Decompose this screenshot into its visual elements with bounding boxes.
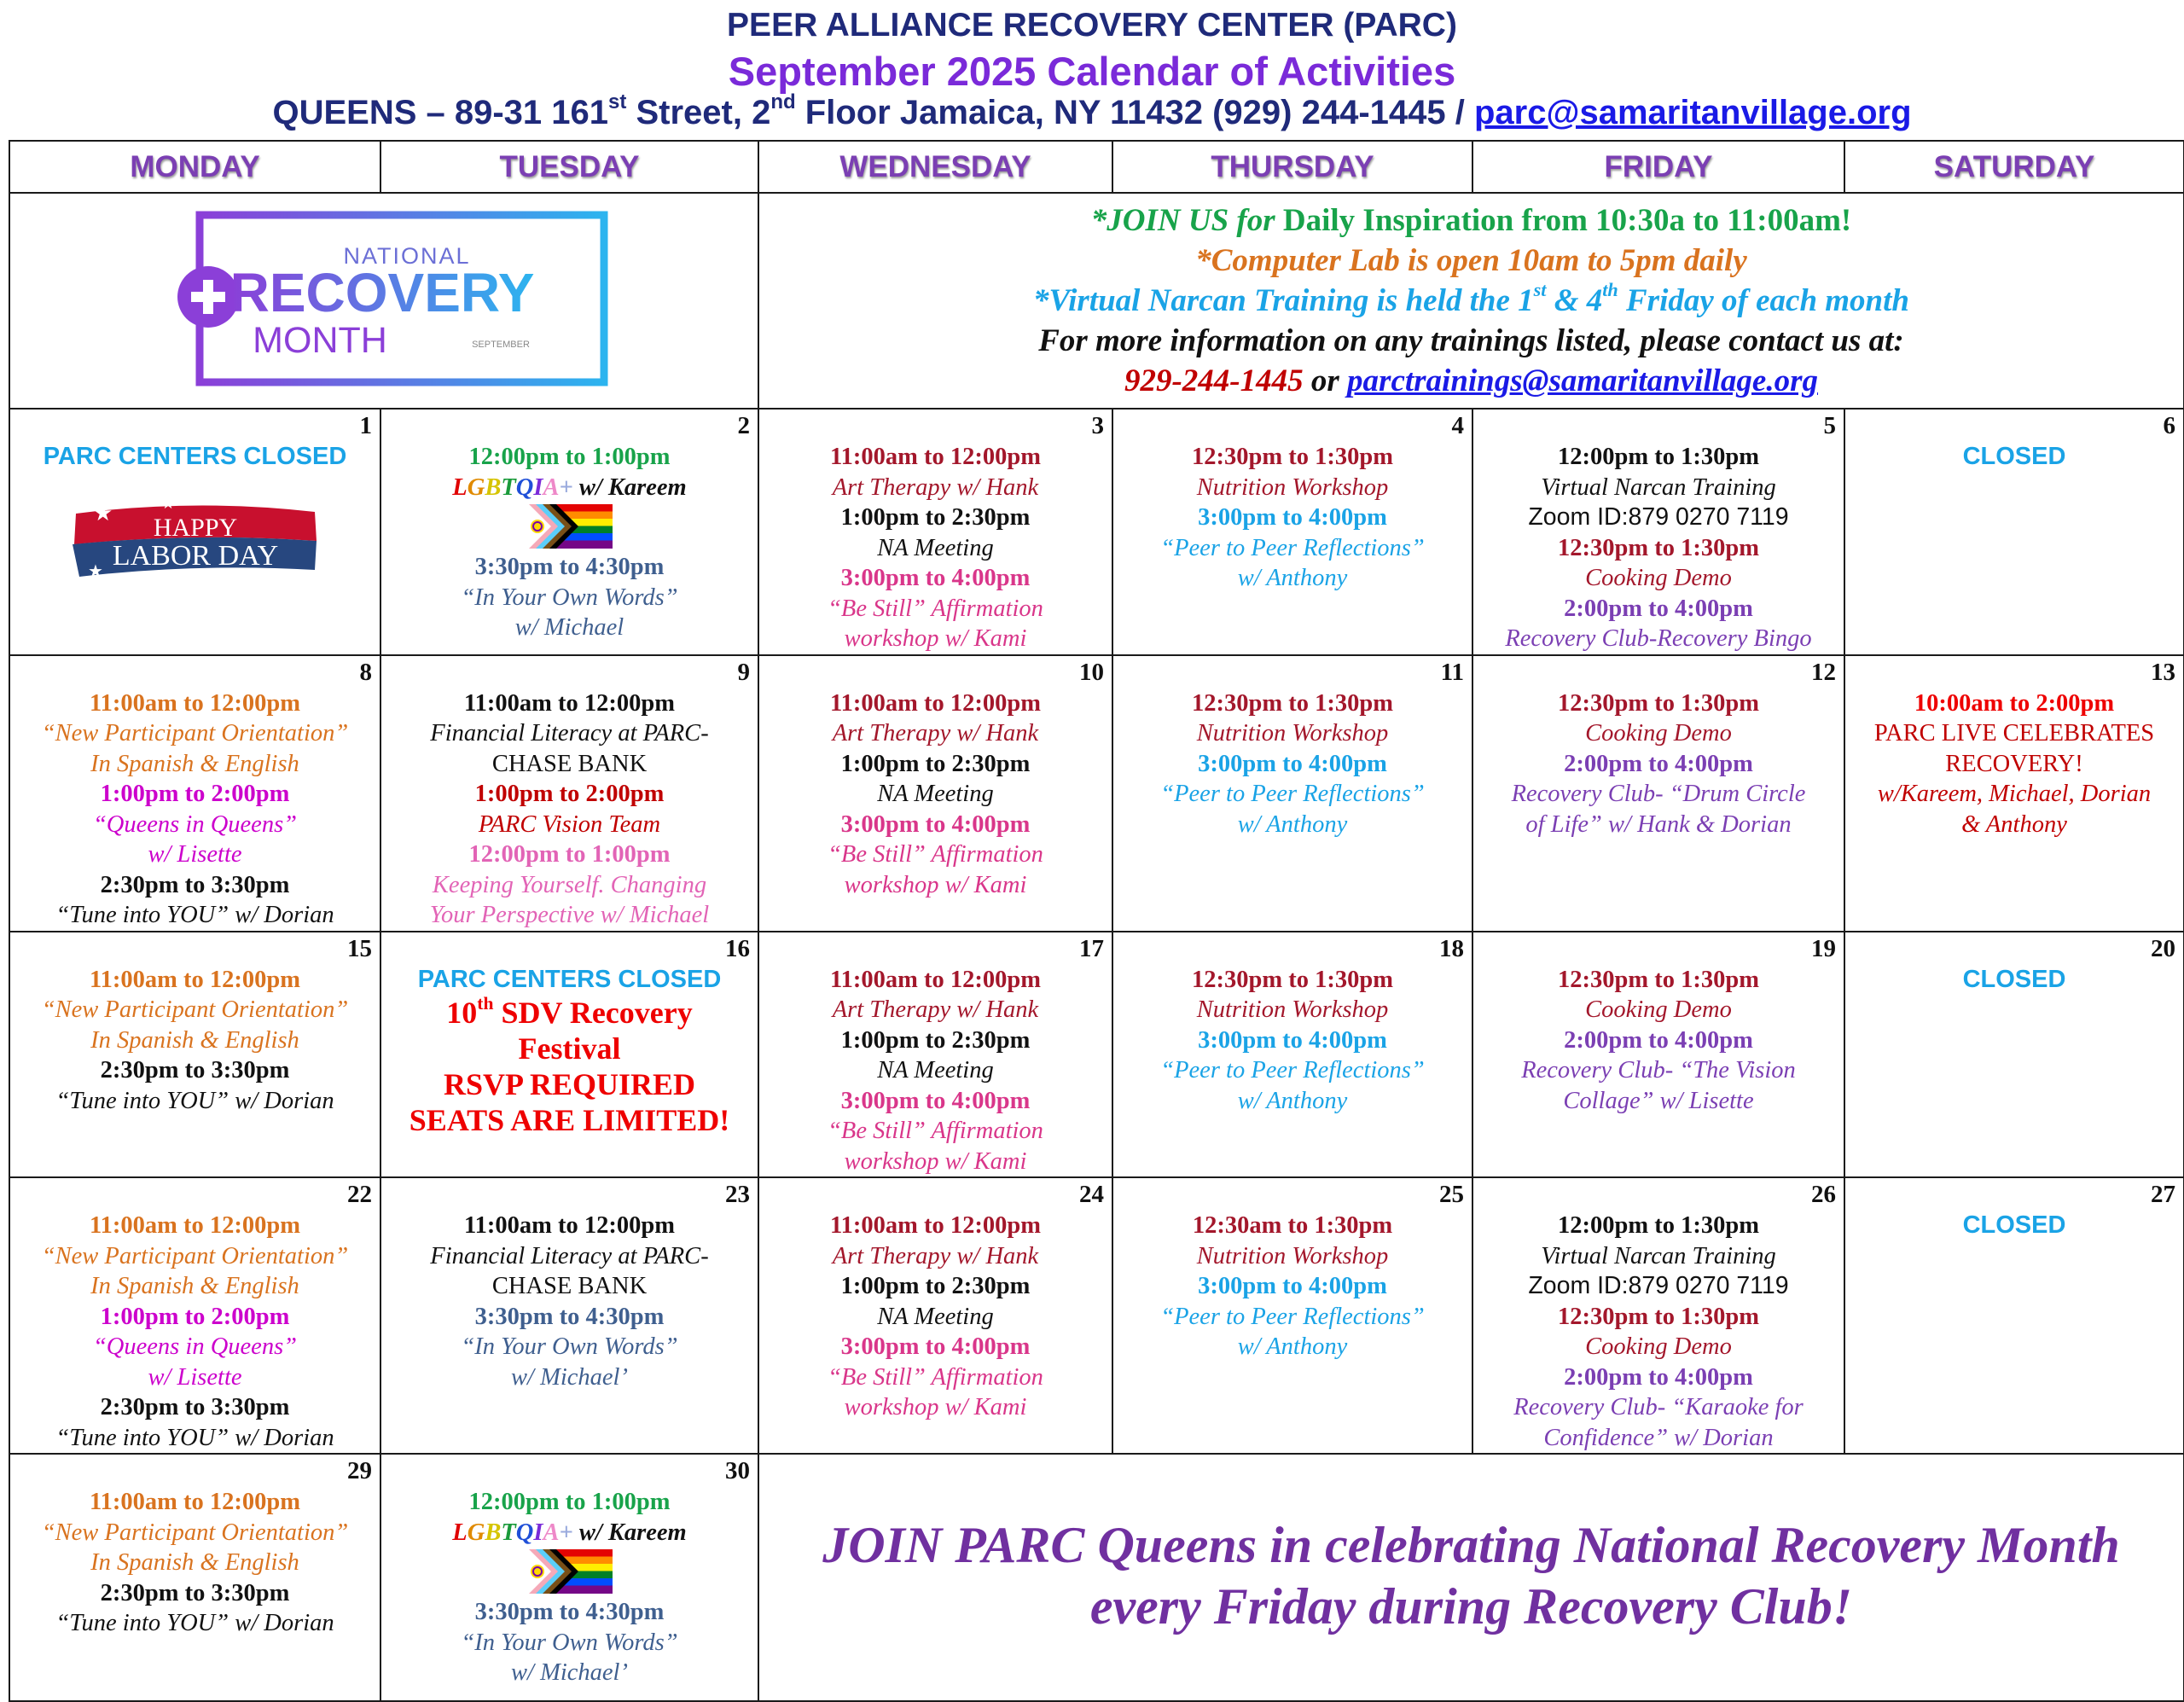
event-title: NA Meeting	[877, 1057, 994, 1083]
event-title: Recovery Club- “The Vision	[1521, 1057, 1796, 1083]
event-title: “Peer to Peer Reflections”	[1160, 781, 1425, 807]
event-time: 2:30pm to 3:30pm	[100, 1057, 290, 1083]
day-number: 19	[1811, 934, 1836, 962]
event-time: 2:00pm to 4:00pm	[1564, 1026, 1753, 1054]
recovery-club-message: JOIN PARC Queens in celebrating National Recovery Month every Friday during Recovery Club!	[822, 1517, 2120, 1635]
day-cell	[1472, 409, 1844, 655]
event-time: 2:00pm to 4:00pm	[1564, 1363, 1753, 1391]
day-number: 29	[347, 1457, 372, 1484]
event-title: Cooking Demo	[1585, 1333, 1732, 1360]
event-title: “Be Still” Affirmation	[828, 1118, 1043, 1144]
event-title: “In Your Own Words”	[461, 1333, 678, 1360]
day-number: 5	[1823, 412, 1836, 439]
day-number: 13	[2151, 658, 2175, 686]
day-number: 4	[1451, 412, 1464, 439]
info-contact-line: 929-244-1445 or parctrainings@samaritanvillage.org	[1124, 363, 1818, 398]
week-row	[9, 1454, 2184, 1701]
event-title: “In Your Own Words”	[461, 584, 678, 611]
day-cell	[380, 932, 758, 1178]
rsvp-notice: RSVP REQUIRED	[443, 1067, 696, 1101]
svg-text:SEPTEMBER: SEPTEMBER	[472, 340, 530, 350]
event-title: Financial Literacy at PARC-	[430, 720, 709, 746]
progress-pride-flag-icon	[527, 1549, 613, 1594]
day-number: 26	[1811, 1181, 1836, 1208]
svg-text:★: ★	[160, 494, 175, 512]
day-number: 6	[2163, 412, 2175, 439]
event-detail: CHASE BANK	[491, 1273, 648, 1299]
day-number: 3	[1091, 412, 1104, 439]
event-title: PARC Vision Team	[478, 810, 661, 838]
event-host: w/ Michael’	[511, 1363, 628, 1391]
day-cell	[1844, 1177, 2184, 1454]
day-cell	[1472, 655, 1844, 932]
event-time: 3:00pm to 4:00pm	[1198, 1273, 1387, 1299]
weekday-wednesday: WEDNESDAY	[758, 141, 1112, 193]
event-time: 1:00pm to 2:30pm	[840, 504, 1031, 531]
event-title: NA Meeting	[877, 534, 994, 561]
closed-label: PARC CENTERS CLOSED	[417, 965, 722, 993]
event-time: 12:00pm to 1:30pm	[1558, 444, 1759, 470]
event-title: Virtual Narcan Training	[1541, 1242, 1776, 1269]
closed-label: CLOSED	[1962, 443, 2066, 470]
event-title: Nutrition Workshop	[1196, 1242, 1389, 1269]
event-time: 3:30pm to 4:30pm	[474, 554, 665, 580]
event-time: 12:30pm to 1:30pm	[1192, 689, 1393, 717]
recovery-month-logo-cell	[9, 193, 758, 409]
labor-day-graphic	[59, 488, 332, 590]
event-title: “Peer to Peer Reflections”	[1160, 1303, 1425, 1330]
contact-email-link[interactable]: parc@samaritanvillage.org	[1473, 94, 1912, 131]
info-block	[759, 194, 2183, 401]
event-time: 1:00pm to 2:30pm	[840, 1273, 1031, 1299]
event-time: 3:30pm to 4:30pm	[474, 1303, 665, 1330]
week-row	[9, 1177, 2184, 1454]
event-title: Keeping Yourself. Changing	[432, 871, 707, 898]
day-number: 25	[1439, 1181, 1464, 1208]
event-host: w/ Lisette	[148, 841, 242, 868]
event-time: 3:00pm to 4:00pm	[840, 1333, 1031, 1360]
event-title: RECOVERY!	[1945, 750, 2083, 777]
event-title: Art Therapy w/ Hank	[832, 996, 1039, 1023]
weekday-friday: FRIDAY	[1472, 141, 1844, 193]
event-time: 3:00pm to 4:00pm	[840, 810, 1031, 838]
event-time: 3:00pm to 4:00pm	[840, 1087, 1031, 1114]
closed-label: PARC CENTERS CLOSED	[43, 443, 347, 470]
event-title: “Be Still” Affirmation	[828, 841, 1043, 868]
progress-pride-flag-icon	[527, 504, 613, 549]
svg-text:LABOR DAY: LABOR DAY	[112, 539, 278, 572]
event-detail: In Spanish & English	[90, 1273, 299, 1299]
day-cell	[1112, 655, 1472, 932]
lgbtqia-event-title: LGBTQIA+ w/ Kareem	[452, 1519, 687, 1546]
day-cell	[1112, 932, 1472, 1178]
event-time: 2:30pm to 3:30pm	[100, 871, 290, 898]
day-number: 24	[1079, 1181, 1104, 1208]
event-title: Art Therapy w/ Hank	[832, 473, 1039, 501]
event-title: Virtual Narcan Training	[1541, 473, 1776, 501]
event-title: Financial Literacy at PARC-	[430, 1242, 709, 1269]
event-title: Nutrition Workshop	[1196, 996, 1389, 1023]
svg-text:★: ★	[87, 561, 103, 581]
day-cell	[380, 655, 758, 932]
day-number: 30	[725, 1457, 750, 1484]
calendar-grid	[9, 140, 2184, 1702]
closed-label: CLOSED	[1962, 1211, 2066, 1239]
event-title: Recovery Club-Recovery Bingo	[1505, 625, 1812, 652]
weekday-saturday: SATURDAY	[1844, 141, 2184, 193]
festival-title: Festival	[518, 1031, 621, 1066]
event-time: 12:30pm to 1:30pm	[1558, 534, 1759, 561]
event-detail: In Spanish & English	[90, 1549, 299, 1576]
svg-text:MONTH: MONTH	[253, 320, 387, 361]
seats-notice: SEATS ARE LIMITED!	[409, 1103, 730, 1137]
event-time: 12:00pm to 1:30pm	[1558, 1212, 1759, 1239]
day-cell	[9, 932, 380, 1178]
event-time: 1:00pm to 2:00pm	[474, 781, 665, 807]
day-number: 1	[359, 412, 372, 439]
svg-text:NATIONAL: NATIONAL	[343, 243, 471, 269]
event-time: 1:00pm to 2:30pm	[840, 750, 1031, 777]
event-time: 3:30pm to 4:30pm	[474, 1599, 665, 1625]
event-time: 10:00am to 2:00pm	[1914, 689, 2115, 717]
day-cell	[9, 1454, 380, 1701]
event-time: 11:00am to 12:00pm	[90, 1489, 300, 1515]
banner-row	[9, 193, 2184, 409]
event-detail: CHASE BANK	[491, 750, 648, 777]
day-cell	[1844, 409, 2184, 655]
day-cell	[1112, 1177, 1472, 1454]
event-host: of Life” w/ Hank & Dorian	[1525, 810, 1792, 838]
event-title: “New Participant Orientation”	[41, 720, 349, 746]
event-host: w/ Anthony	[1237, 810, 1348, 838]
calendar-title: September 2025 Calendar of Activities	[728, 49, 1456, 94]
event-title: Art Therapy w/ Hank	[832, 720, 1039, 746]
event-host: w/Kareem, Michael, Dorian	[1877, 781, 2152, 807]
day-cell	[758, 409, 1112, 655]
event-title: Cooking Demo	[1585, 565, 1732, 591]
event-time: 11:00am to 12:00pm	[830, 689, 1041, 717]
event-title: “Be Still” Affirmation	[828, 595, 1043, 622]
day-cell	[1112, 409, 1472, 655]
event-host: w/ Anthony	[1237, 1087, 1348, 1114]
event-title: Cooking Demo	[1585, 720, 1732, 746]
festival-title: 10th SDV Recovery	[446, 992, 693, 1030]
week-row	[9, 655, 2184, 932]
event-time: 12:00pm to 1:00pm	[468, 444, 671, 470]
event-title: “Tune into YOU” w/ Dorian	[55, 1424, 334, 1451]
event-host: & Anthony	[1961, 810, 2067, 838]
day-cell	[1844, 655, 2184, 932]
svg-text:★: ★	[282, 568, 298, 588]
event-title: “New Participant Orientation”	[41, 1242, 349, 1269]
event-detail: In Spanish & English	[90, 750, 299, 777]
address-line: QUEENS – 89-31 161st Street, 2nd Floor Jamaica, NY 11432 (929) 244-1445 / parc@samaritanvillage.org	[272, 90, 1912, 131]
event-time: 1:00pm to 2:00pm	[100, 781, 290, 807]
event-title: “In Your Own Words”	[461, 1629, 678, 1656]
event-time: 12:30pm to 1:30pm	[1558, 1303, 1759, 1330]
event-host: workshop w/ Kami	[844, 1147, 1027, 1175]
day-cell	[758, 1177, 1112, 1454]
svg-text:RECOVERY: RECOVERY	[229, 262, 535, 323]
event-title: PARC LIVE CELEBRATES	[1873, 720, 2155, 746]
event-host: w/ Michael	[514, 614, 624, 641]
event-time: 11:00am to 12:00pm	[90, 966, 300, 993]
event-time: 11:00am to 12:00pm	[830, 966, 1041, 993]
info-phone: 929-244-1445	[1124, 363, 1304, 398]
event-time: 11:00am to 12:00pm	[90, 689, 300, 717]
week-row	[9, 932, 2184, 1178]
closed-label: CLOSED	[1962, 965, 2066, 993]
day-cell	[1844, 932, 2184, 1178]
event-time: 2:00pm to 4:00pm	[1564, 595, 1753, 622]
event-title: “Queens in Queens”	[92, 810, 298, 838]
info-narcan-training: *Virtual Narcan Training is held the 1st & 4th Friday of each month	[1032, 279, 1909, 318]
day-cell	[9, 409, 380, 655]
event-title: “Be Still” Affirmation	[828, 1363, 1043, 1391]
day-number: 20	[2151, 934, 2175, 962]
day-cell	[380, 1177, 758, 1454]
day-number: 16	[725, 934, 750, 962]
event-time: 3:00pm to 4:00pm	[840, 565, 1031, 591]
zoom-id: Zoom ID:879 0270 7119	[1528, 503, 1789, 531]
event-time: 11:00am to 12:00pm	[90, 1212, 300, 1239]
event-title: “New Participant Orientation”	[41, 1519, 349, 1546]
event-time: 3:00pm to 4:00pm	[1198, 1026, 1387, 1054]
day-cell	[380, 1454, 758, 1701]
event-host: Confidence” w/ Dorian	[1543, 1424, 1774, 1451]
day-number: 11	[1440, 658, 1464, 686]
event-host: workshop w/ Kami	[844, 625, 1027, 652]
event-title: NA Meeting	[877, 1303, 994, 1330]
event-host: w/ Michael’	[511, 1659, 628, 1686]
event-host: Collage” w/ Lisette	[1563, 1087, 1754, 1114]
day-number: 8	[359, 658, 372, 686]
event-title: “Peer to Peer Reflections”	[1160, 534, 1425, 561]
event-time: 12:00pm to 1:00pm	[468, 841, 671, 868]
day-number: 23	[725, 1181, 750, 1208]
event-time: 12:30am to 1:30pm	[1192, 1212, 1393, 1239]
trainings-email-link[interactable]: parctrainings@samaritanvillage.org	[1347, 363, 1818, 398]
event-title: “New Participant Orientation”	[41, 996, 349, 1023]
weekday-header-row	[9, 141, 2184, 193]
day-number: 18	[1439, 934, 1464, 962]
zoom-id: Zoom ID:879 0270 7119	[1528, 1272, 1789, 1299]
info-computer-lab: *Computer Lab is open 10am to 5pm daily	[1195, 243, 1747, 278]
day-number: 27	[2151, 1181, 2175, 1208]
day-number: 17	[1079, 934, 1104, 962]
national-recovery-month-logo	[10, 194, 759, 404]
event-title: Nutrition Workshop	[1196, 473, 1389, 501]
event-title: Recovery Club- “Drum Circle	[1511, 781, 1806, 807]
event-host: w/ Anthony	[1237, 565, 1348, 591]
event-title: Art Therapy w/ Hank	[832, 1242, 1039, 1269]
event-time: 1:00pm to 2:30pm	[840, 1026, 1031, 1054]
event-title: “Tune into YOU” w/ Dorian	[55, 1610, 334, 1636]
event-time: 12:30pm to 1:30pm	[1558, 689, 1759, 717]
day-number: 12	[1811, 658, 1836, 686]
weekday-monday: MONDAY	[9, 141, 380, 193]
event-time: 11:00am to 12:00pm	[464, 1212, 675, 1239]
day-cell	[9, 1177, 380, 1454]
day-cell	[758, 655, 1112, 932]
week-row	[9, 409, 2184, 655]
day-number: 22	[347, 1181, 372, 1208]
day-cell	[758, 932, 1112, 1178]
event-time: 12:30pm to 1:30pm	[1192, 444, 1393, 470]
svg-text:★: ★	[92, 500, 113, 526]
event-time: 11:00am to 12:00pm	[830, 444, 1041, 470]
info-cell	[758, 193, 2184, 409]
event-title: “Tune into YOU” w/ Dorian	[55, 1087, 334, 1114]
event-time: 12:30pm to 1:30pm	[1192, 966, 1393, 993]
day-cell	[9, 655, 380, 932]
event-host: workshop w/ Kami	[844, 1394, 1027, 1420]
event-time: 3:00pm to 4:00pm	[1198, 504, 1387, 531]
weekday-tuesday: TUESDAY	[380, 141, 758, 193]
weekday-thursday: THURSDAY	[1112, 141, 1472, 193]
day-number: 15	[347, 934, 372, 962]
event-title: “Peer to Peer Reflections”	[1160, 1057, 1425, 1083]
day-cell	[380, 409, 758, 655]
day-number: 9	[737, 658, 750, 686]
center-name: PEER ALLIANCE RECOVERY CENTER (PARC)	[727, 7, 1457, 44]
event-detail: In Spanish & English	[90, 1026, 299, 1054]
event-time: 12:00pm to 1:00pm	[468, 1489, 671, 1515]
event-time: 11:00am to 12:00pm	[464, 689, 675, 717]
day-number: 2	[737, 412, 750, 439]
event-time: 1:00pm to 2:00pm	[100, 1303, 290, 1330]
event-title: Cooking Demo	[1585, 996, 1732, 1023]
event-host: w/ Lisette	[148, 1363, 242, 1391]
event-title: Recovery Club- “Karaoke for	[1513, 1394, 1804, 1420]
event-title: “Tune into YOU” w/ Dorian	[55, 902, 334, 928]
event-host: Your Perspective w/ Michael	[429, 902, 710, 928]
lgbtqia-event-title: LGBTQIA+ w/ Kareem	[452, 473, 687, 501]
info-daily-inspiration: *JOIN US for Daily Inspiration from 10:30a to 11:00am!	[1090, 203, 1852, 238]
event-host: workshop w/ Kami	[844, 871, 1027, 898]
event-host: w/ Anthony	[1237, 1333, 1348, 1360]
day-cell	[1472, 932, 1844, 1178]
event-title: “Queens in Queens”	[92, 1333, 298, 1360]
event-time: 2:30pm to 3:30pm	[100, 1394, 290, 1420]
event-time: 11:00am to 12:00pm	[830, 1212, 1041, 1239]
day-number: 10	[1079, 658, 1104, 686]
event-time: 2:00pm to 4:00pm	[1564, 750, 1753, 777]
svg-text:HAPPY: HAPPY	[153, 513, 237, 542]
day-cell	[1472, 1177, 1844, 1454]
event-time: 2:30pm to 3:30pm	[100, 1579, 290, 1606]
event-title: Nutrition Workshop	[1196, 720, 1389, 746]
event-time: 3:00pm to 4:00pm	[1198, 750, 1387, 777]
event-title: NA Meeting	[877, 781, 994, 807]
info-contact-note: For more information on any trainings listed, please contact us at:	[1038, 323, 1904, 358]
event-time: 12:30pm to 1:30pm	[1558, 966, 1759, 993]
footer-message-cell	[758, 1454, 2184, 1701]
